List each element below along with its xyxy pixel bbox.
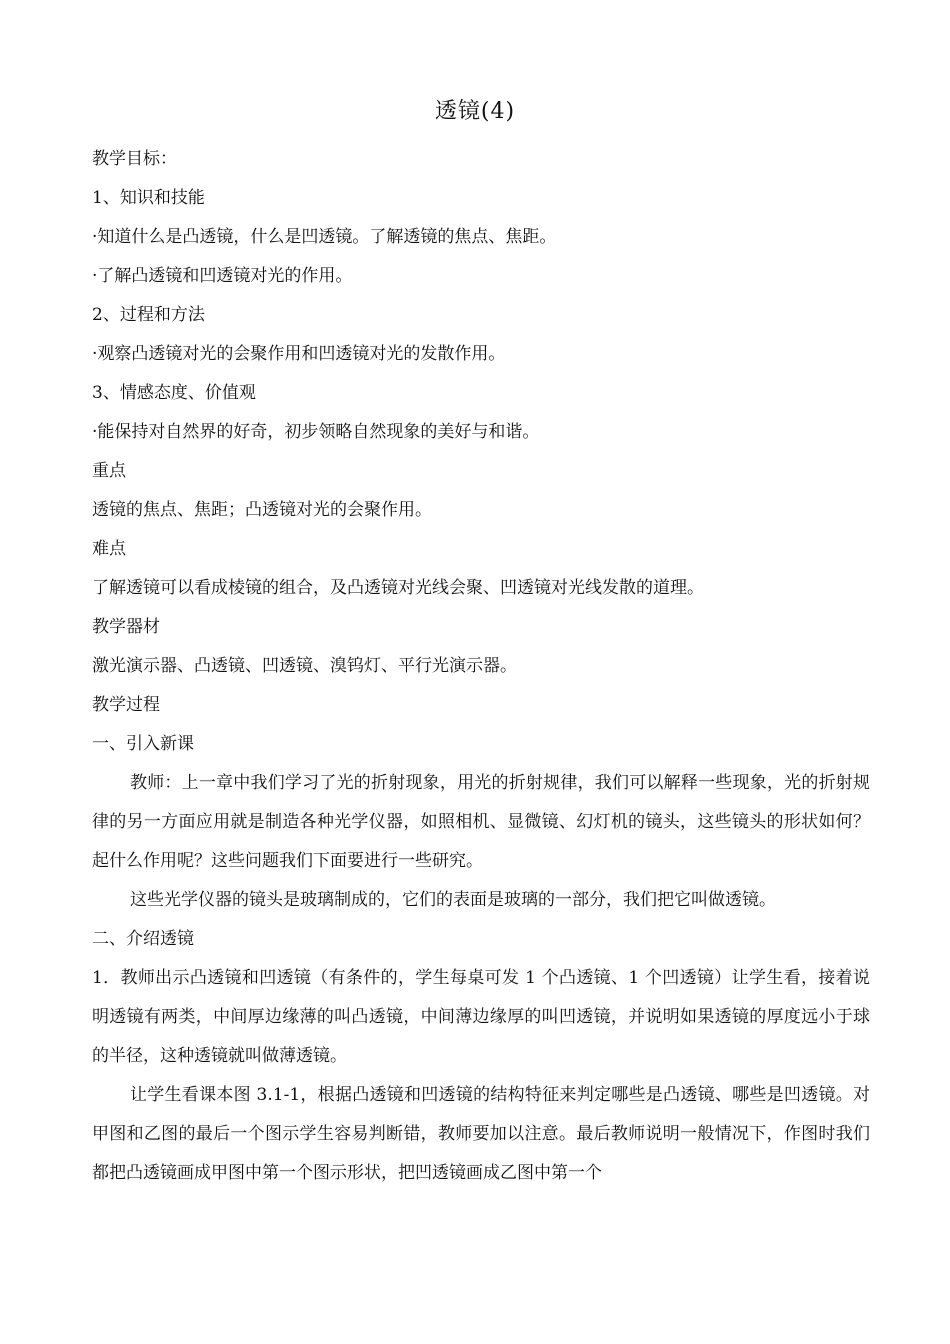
- part1-paragraph: 这些光学仪器的镜头是玻璃制成的，它们的表面是玻璃的一部分，我们把它叫做透镜。: [130, 890, 776, 910]
- part2-paragraph: 1．教师出示凸透镜和凹透镜（有条件的，学生每桌可发 1 个凸透镜、1 个凹透镜）让学生看，接着说明透镜有两类，中间厚边缘薄的叫凸透镜，中间薄边缘厚的叫凹透镜，并说明如果透镜的厚度远小于球的半径，这种透镜就叫做薄透镜。: [92, 968, 870, 1066]
- part1-paragraph: 教师：上一章中我们学习了光的折射现象，用光的折射规律，我们可以解释一些现象，光的折射规律的另一方面应用就是制造各种光学仪器，如照相机、显微镜、幻灯机的镜头，这些镜头的形状如何？起什么作用呢？这些问题我们下面要进行一些研究。: [92, 773, 870, 871]
- key-points-text: 透镜的焦点、焦距；凸透镜对光的会聚作用。: [92, 500, 432, 520]
- difficulties-heading: 难点: [92, 539, 126, 559]
- document-title: 透镜(4): [434, 99, 516, 124]
- objective-item: ·了解凸透镜和凹透镜对光的作用。: [92, 266, 353, 286]
- part1-heading: 一、引入新课: [92, 734, 194, 754]
- objective-item: ·观察凸透镜对光的会聚作用和凹透镜对光的发散作用。: [92, 344, 506, 364]
- section-knowledge-skills: 1、知识和技能: [92, 188, 205, 208]
- teaching-process-heading: 教学过程: [92, 695, 160, 715]
- key-points-heading: 重点: [92, 461, 126, 481]
- equipment-heading: 教学器材: [92, 617, 160, 637]
- difficulties-text: 了解透镜可以看成棱镜的组合，及凸透镜对光线会聚、凹透镜对光线发散的道理。: [92, 578, 704, 598]
- objective-item: ·能保持对自然界的好奇，初步领略自然现象的美好与和谐。: [92, 422, 540, 442]
- equipment-text: 激光演示器、凸透镜、凹透镜、溴钨灯、平行光演示器。: [92, 656, 517, 676]
- section-attitudes-values: 3、情感态度、价值观: [92, 383, 256, 403]
- objectives-heading: 教学目标：: [92, 149, 177, 169]
- part2-heading: 二、介绍透镜: [92, 929, 194, 949]
- section-process-methods: 2、过程和方法: [92, 305, 205, 325]
- document-body: [92, 140, 870, 1193]
- part2-paragraph: 让学生看课本图 3.1-1，根据凸透镜和凹透镜的结构特征来判定哪些是凸透镜、哪些是凹透镜。对甲图和乙图的最后一个图示学生容易判断错，教师要加以注意。最后教师说明一般情况下，作图时我们都把凸透镜画成甲图中第一个图示形状，把凹透镜画成乙图中第一个: [92, 1085, 870, 1183]
- objective-item: ·知道什么是凸透镜，什么是凹透镜。了解透镜的焦点、焦距。: [92, 227, 557, 247]
